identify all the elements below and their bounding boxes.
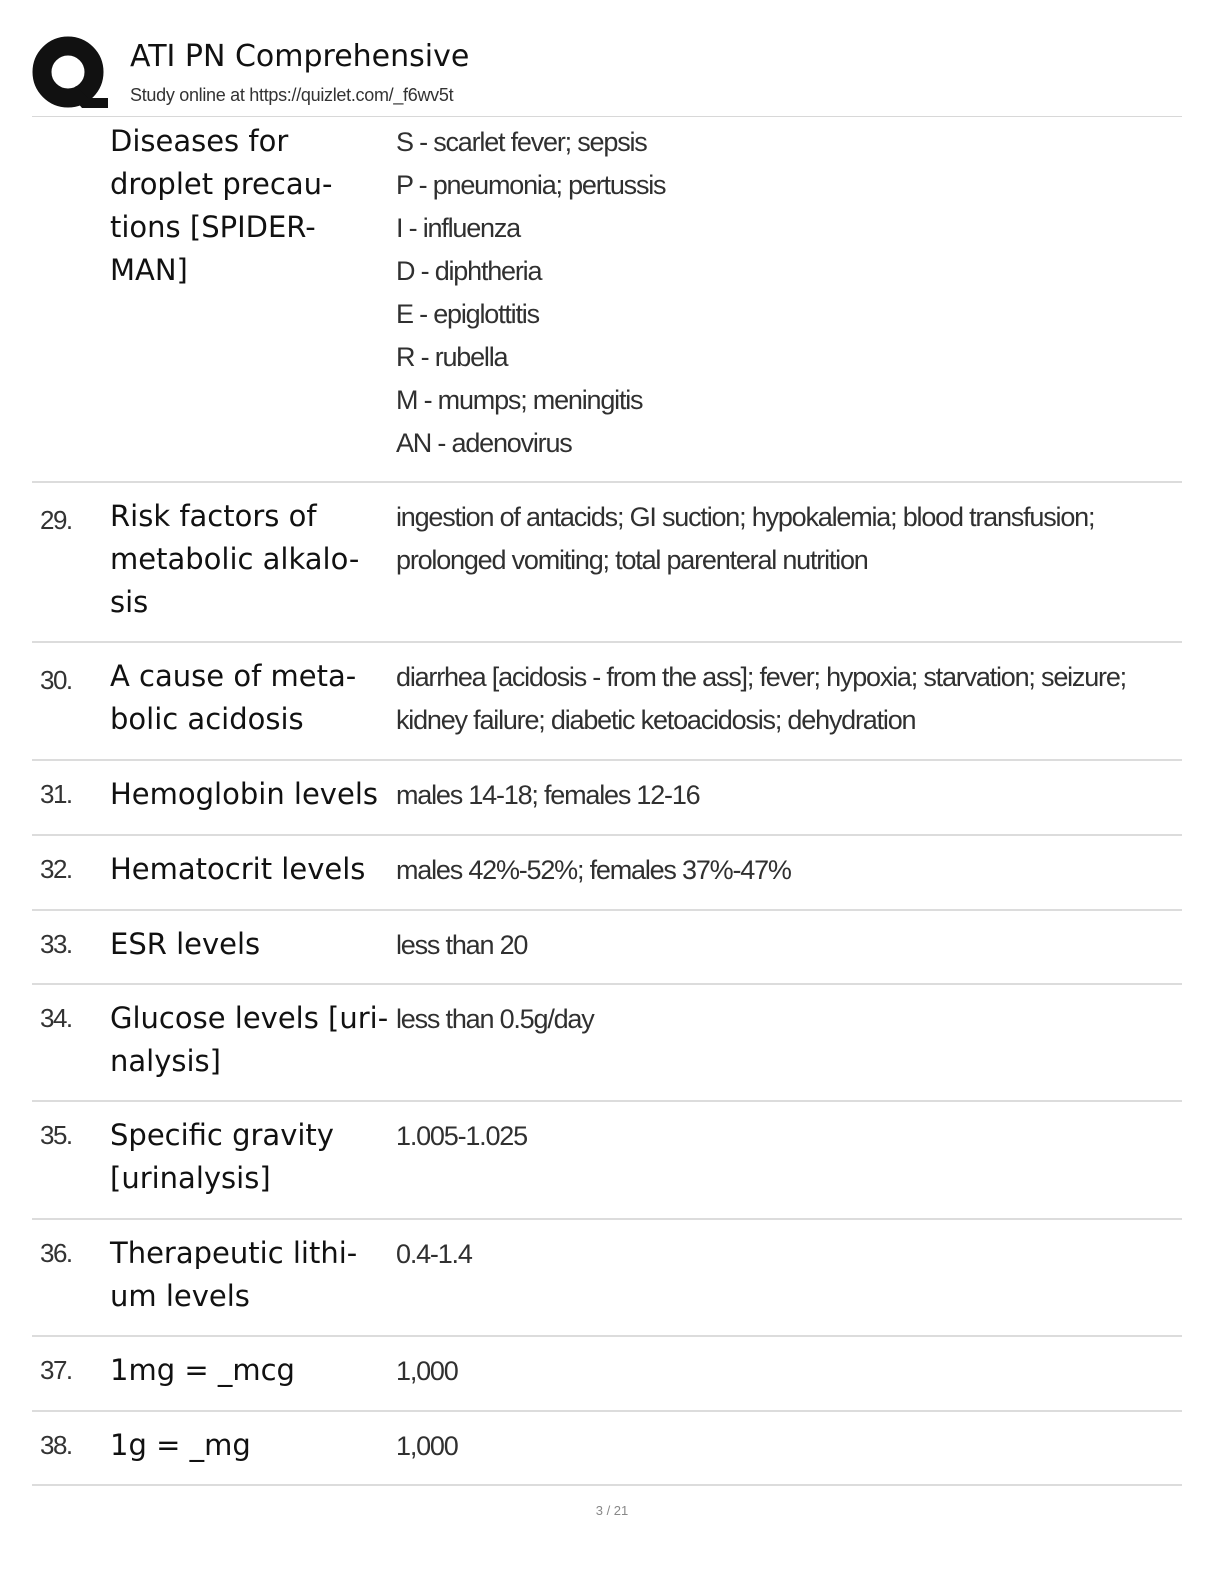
definition-line: M - mumps; meningitis — [396, 385, 643, 415]
card-definition: 1,000 — [396, 1431, 458, 1461]
definition-line: S - scarlet fever; sepsis — [396, 127, 647, 157]
card-number: 30. — [40, 665, 72, 695]
flashcard-row — [32, 1102, 1182, 1220]
card-term: 1mg = _mcg — [110, 1353, 295, 1387]
flashcard-row — [32, 985, 1182, 1102]
card-term: Therapeutic lithi- um levels — [110, 1236, 358, 1313]
definition-line: AN - adenovirus — [396, 428, 572, 458]
card-number: 29. — [40, 505, 72, 535]
definition-line: E - epiglottitis — [396, 299, 539, 329]
study-set-title: ATI PN Comprehensive — [130, 39, 470, 74]
flashcard-list — [32, 117, 1182, 1486]
card-term: Risk factors of metabolic alkalo- sis — [110, 499, 360, 619]
card-number: 32. — [40, 854, 72, 884]
flashcard-row — [32, 911, 1182, 985]
card-term: Diseases for droplet precau- tions [SPIDER- MAN] — [110, 124, 333, 287]
card-number: 35. — [40, 1120, 72, 1150]
card-term: Specific gravity [urinalysis] — [110, 1118, 334, 1195]
definition-line: P - pneumonia; pertussis — [396, 170, 666, 200]
card-term: ESR levels — [110, 927, 261, 961]
card-number: 33. — [40, 929, 72, 959]
flashcard-row — [32, 1412, 1182, 1486]
flashcard-row — [32, 643, 1182, 761]
quizlet-logo-icon — [32, 36, 110, 112]
card-number: 31. — [40, 779, 72, 809]
card-term: Glucose levels [uri- nalysis] — [110, 1001, 389, 1078]
card-term: Hematocrit levels — [110, 852, 366, 886]
card-definition — [396, 121, 1176, 465]
card-definition: 0.4-1.4 — [396, 1239, 472, 1269]
card-definition: males 42%-52%; females 37%-47% — [396, 855, 791, 885]
card-number: 34. — [40, 1003, 72, 1033]
card-term: 1g = _mg — [110, 1428, 251, 1462]
definition-line: D - diphtheria — [396, 256, 542, 286]
study-online-link[interactable]: Study online at https://quizlet.com/_f6wv5t — [130, 85, 454, 105]
flashcard-row — [32, 836, 1182, 911]
page-header — [32, 36, 1182, 116]
flashcard-row — [32, 1337, 1182, 1412]
flashcard-row — [32, 761, 1182, 836]
card-number: 38. — [40, 1430, 72, 1460]
card-definition: males 14-18; females 12-16 — [396, 780, 700, 810]
definition-line: R - rubella — [396, 342, 508, 372]
card-definition: less than 0.5g/day — [396, 1004, 594, 1034]
card-term: Hemoglobin levels — [110, 777, 378, 811]
flashcard-row — [32, 483, 1182, 643]
flashcard-row — [32, 1220, 1182, 1337]
card-definition: ingestion of antacids; GI suction; hypokalemia; blood transfusion; prolonged vomiting; total parenteral nutrition — [396, 502, 1095, 575]
card-definition: 1,000 — [396, 1356, 458, 1386]
card-number: 36. — [40, 1238, 72, 1268]
card-number: 37. — [40, 1355, 72, 1385]
page-indicator: 3 / 21 — [595, 1503, 629, 1518]
card-definition: less than 20 — [396, 930, 528, 960]
definition-line: I - influenza — [396, 213, 520, 243]
card-term: A cause of meta- bolic acidosis — [110, 659, 357, 736]
flashcard-row — [32, 117, 1182, 483]
card-definition: 1.005-1.025 — [396, 1121, 527, 1151]
card-definition: diarrhea [acidosis - from the ass]; fever; hypoxia; starvation; seizure; kidney failure; diabetic ketoacidosis; dehydration — [396, 662, 1126, 735]
